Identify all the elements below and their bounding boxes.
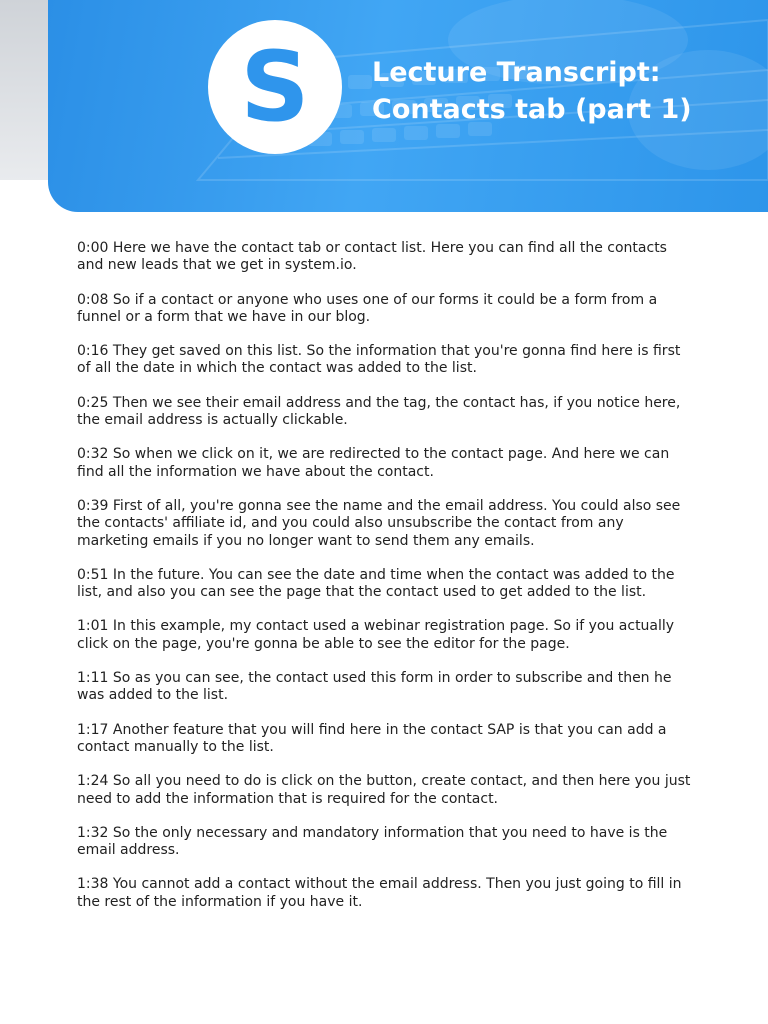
transcript-entry: 1:17 Another feature that you will find here in the contact SAP is that you can add a contact manually to the list. (77, 721, 667, 755)
page-title (372, 54, 692, 128)
transcript-entry: 0:39 First of all, you're gonna see the name and the email address. You could also see the contacts' affiliate id, and you could also unsubscribe the contact from any marketing emails if you no longer want to send them any emails. (77, 497, 681, 549)
header-banner (48, 0, 768, 212)
transcript-entry: 1:11 So as you can see, the contact used this form in order to subscribe and then he was added to the list. (77, 670, 672, 704)
transcript-entry: 1:32 So the only necessary and mandatory information that you need to have is the email address. (77, 824, 668, 859)
transcript-entry: 0:08 So if a contact or anyone who uses one of our forms it could be a form from a funnel or a form that we have in our blog. (77, 291, 658, 325)
transcript-entry: 0:25 Then we see their email address and the tag, the contact has, if you notice here, the email address is actually clickable. (77, 394, 681, 429)
transcript-entry: 0:00 Here we have the contact tab or contact list. Here you can find all the contacts and new leads that we get in system.io. (77, 240, 667, 274)
transcript-entry: 0:51 In the future. You can see the date and time when the contact was added to the list, and also you can see the page that the contact used to get added to the list. (77, 566, 675, 601)
transcript-body (77, 240, 697, 928)
transcript-entry: 1:01 In this example, my contact used a webinar registration page. So if you actually click on the page, you're gonna be able to see the editor for the page. (77, 618, 675, 652)
logo-letter: S (240, 31, 310, 143)
transcript-entry: 1:38 You cannot add a contact without the email address. Then you just going to fill in the rest of the information if you have it. (77, 876, 682, 910)
title-line-1: Lecture Transcript: (372, 57, 661, 88)
transcript-entry: 0:16 They get saved on this list. So the information that you're gonna find here is first of all the date in which the contact was added to the list. (77, 343, 681, 377)
transcript-entry: 0:32 So when we click on it, we are redirected to the contact page. And here we can find all the information we have about the contact. (77, 446, 670, 480)
logo (208, 20, 342, 154)
transcript-entry: 1:24 So all you need to do is click on the button, create contact, and then here you just need to add the information that is required for the contact. (77, 773, 691, 807)
title-line-2: Contacts tab (part 1) (372, 94, 692, 125)
